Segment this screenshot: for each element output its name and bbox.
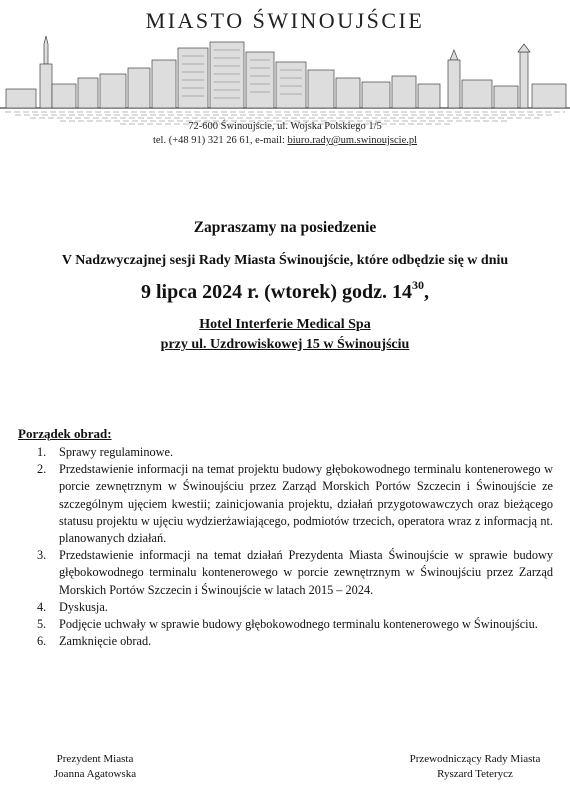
agenda-item-text: Przedstawienie informacji na temat działań Prezydenta Miasta Świnoujście w sprawie budowy głębokowodnego terminalu kontenerowego w porcie zewnętrznym w Świnoujściu przez Zarząd Morskich Portów Szczecin i Świnoujście w latach 2015 – 2024.: [59, 548, 553, 597]
address-line: 72-600 Świnoujście, ul. Wojska Polskiego 1/5: [188, 121, 382, 132]
agenda-item: [37, 444, 553, 461]
contact-line: [0, 134, 570, 148]
agenda-item-number: 6.: [37, 634, 47, 649]
session-date-suffix: ,: [424, 281, 430, 303]
session-time-minutes: 30: [412, 278, 425, 292]
agenda-item-text: Przedstawienie informacji na temat projektu budowy głębokowodnego terminalu kontenerowego w porcie zewnętrznym w Świnoujściu przez Zarząd Morskich Portów Szczecin i Świnoujście ze szczególnym ujęciem kwestii; zainicjowania projektu, działań przygotowawczych oraz bieżącego statusu projektu w ujęciu wydzierżawiającego, podmiotów trzecich, operatora wraz z informacją nt. planowanych działań.: [59, 462, 553, 546]
session-description: V Nadzwyczajnej sesji Rady Miasta Świnoujście, które odbędzie się w dniu: [61, 253, 509, 268]
agenda-item-text: Podjęcie uchwały w sprawie budowy głębokowodnego terminalu kontenerowego w Świnoujściu.: [59, 617, 538, 632]
session-date: [0, 278, 570, 304]
agenda-item-number: 2.: [37, 462, 47, 477]
agenda-item: [37, 547, 553, 599]
agenda-item-number: 5.: [37, 617, 47, 632]
mayor-title: Prezydent Miasta: [56, 753, 134, 765]
invitation-heading: Zapraszamy na posiedzenie: [193, 219, 377, 236]
agenda-item-text: Sprawy regulaminowe.: [59, 445, 174, 459]
agenda-item-number: 1.: [37, 445, 47, 459]
agenda-item: [37, 599, 553, 616]
agenda-item: [37, 616, 553, 633]
city-skyline-illustration: [0, 34, 570, 126]
venue-name: Hotel Interferie Medical Spa: [199, 317, 371, 332]
venue-address: przy ul. Uzdrowiskowej 15 w Świnoujściu: [160, 337, 410, 352]
agenda-list: [37, 444, 553, 650]
council-chair-signature-block: [390, 752, 560, 782]
agenda-item-text: Zamknięcie obrad.: [59, 634, 152, 649]
contact-prefix: tel. (+48 91) 321 26 61, e-mail:: [152, 135, 285, 146]
council-chair-name: Ryszard Teterycz: [437, 768, 513, 780]
agenda-item-number: 3.: [37, 548, 47, 563]
mayor-signature-block: [20, 752, 170, 782]
mayor-name: Joanna Agatowska: [53, 768, 137, 780]
address-block: [0, 120, 570, 148]
agenda-item: [37, 461, 553, 547]
agenda-item-number: 4.: [37, 599, 47, 614]
council-chair-title: Przewodniczący Rady Miasta: [409, 753, 541, 765]
city-title: MIASTO ŚWINOUJŚCIE: [145, 8, 425, 33]
agenda-item-text: Dyskusja.: [59, 599, 108, 614]
agenda-heading: Porządek obrad:: [18, 426, 112, 441]
email-link[interactable]: biuro.rady@um.swinoujscie.pl: [287, 135, 418, 146]
agenda-item: [37, 633, 553, 650]
session-date-main: 9 lipca 2024 r. (wtorek) godz. 14: [140, 281, 413, 303]
